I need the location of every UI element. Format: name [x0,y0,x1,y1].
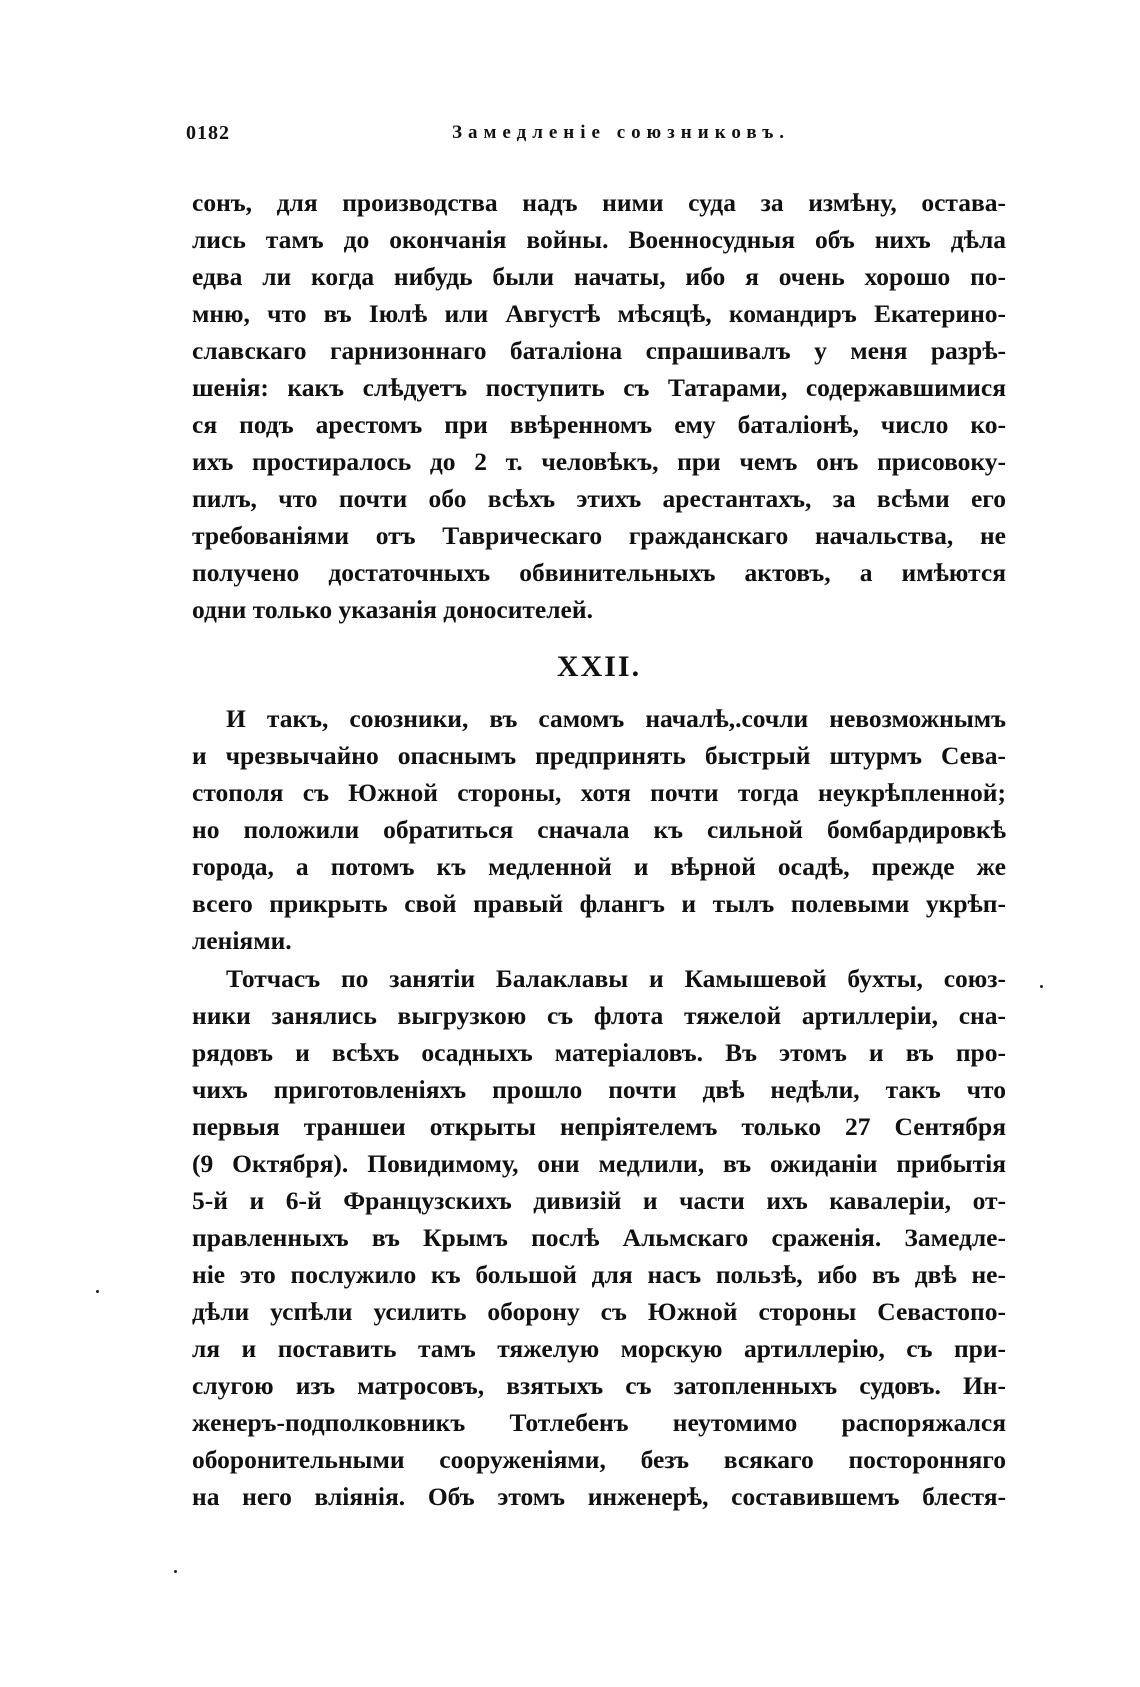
text-line: получено достаточныхъ обвинительныхъ актовъ, а имѣются [192,558,1006,587]
text-line: правленныхъ въ Крымъ послѣ Альмскаго сраженія. Замедле- [192,1223,1006,1252]
text-line: сонъ, для производства надъ ними суда за измѣну, остава- [192,188,1006,217]
text-line: но положили обратиться сначала къ сильной бомбардировкѣ [192,815,1006,844]
scan-speck [96,1290,99,1293]
paragraph-xxii-2 [192,960,1006,1515]
text-line: лись тамъ до окончанія войны. Военносудныя объ нихъ дѣла [192,225,1006,254]
paragraph-xxii-1 [192,700,1006,959]
text-line: рядовъ и всѣхъ осадныхъ матеріаловъ. Въ этомъ и въ про- [192,1038,1006,1067]
scan-speck [1040,985,1043,988]
text-line: шенія: какъ слѣдуетъ поступить съ Татарами, содержавшимися [192,373,1006,402]
text-line: пилъ, что почти обо всѣхъ этихъ арестантахъ, за всѣми его [192,484,1006,513]
text-line: ля и поставить тамъ тяжелую морскую артиллерію, съ при- [192,1334,1006,1363]
text-line: дѣли успѣли усилить оборону съ Южной стороны Севастопо- [192,1297,1006,1326]
text-line: И такъ, союзники, въ самомъ началѣ,.сочли невозможнымъ [226,704,1006,733]
page-number: 0182 [186,122,230,144]
text-line: требованіями отъ Таврическаго гражданскаго начальства, не [192,521,1006,550]
text-line: и чрезвычайно опаснымъ предпринять быстрый штурмъ Сева- [192,741,1006,770]
running-title: Замедленіе союзниковъ. [451,122,791,143]
text-line: славскаго гарнизоннаго баталіона спрашивалъ у меня разрѣ- [192,336,1006,365]
text-line: ся подъ арестомъ при ввѣренномъ ему баталіонѣ, число ко- [192,410,1006,439]
text-line: чихъ приготовленіяхъ прошло почти двѣ недѣли, такъ что [192,1075,1006,1104]
text-line: Тотчасъ по занятіи Балаклавы и Камышевой бухты, союз- [226,964,1006,993]
text-line: одни только указанія доносителей. [192,595,593,624]
text-line: слугою изъ матросовъ, взятыхъ съ затопленныхъ судовъ. Ин- [192,1371,1006,1400]
text-line: 5-й и 6-й Французскихъ дивизій и части ихъ кавалеріи, от- [192,1186,1006,1215]
text-line: города, а потомъ къ медленной и вѣрной осадѣ, прежде же [192,852,1006,881]
page-header [186,122,1006,152]
text-line: на него вліянія. Объ этомъ инженерѣ, составившемъ блестя- [192,1482,1006,1511]
text-line: ники занялись выгрузкою съ флота тяжелой артиллеріи, сна- [192,1001,1006,1030]
section-heading: XXII. [556,650,642,683]
text-line: ихъ простиралось до 2 т. человѣкъ, при чемъ онъ присовоку- [192,447,1006,476]
paragraph-continued [192,184,1006,628]
text-line: всего прикрыть свой правый флангъ и тылъ полевыми укрѣп- [192,889,1006,918]
text-line: ніе это послужило къ большой для насъ пользѣ, ибо въ двѣ не- [192,1260,1006,1289]
text-line: едва ли когда нибудь были начаты, ибо я очень хорошо по- [192,262,1006,291]
text-line: стополя съ Южной стороны, хотя почти тогда неукрѣпленной; [192,778,1006,807]
text-line: мню, что въ Іюлѣ или Августѣ мѣсяцѣ, командиръ Екатерино- [192,299,1006,328]
text-line: женеръ-подполковникъ Тотлебенъ неутомимо распоряжался [192,1408,1006,1437]
text-line: первыя траншеи открыты непріятелемъ только 27 Сентября [192,1112,1006,1141]
text-line: (9 Октября). Повидимому, они медлили, въ ожиданіи прибытія [192,1149,1006,1178]
text-line: оборонительными сооруженіями, безъ всякаго посторонняго [192,1445,1006,1474]
scan-speck [174,1570,177,1573]
text-line: леніями. [192,926,292,955]
